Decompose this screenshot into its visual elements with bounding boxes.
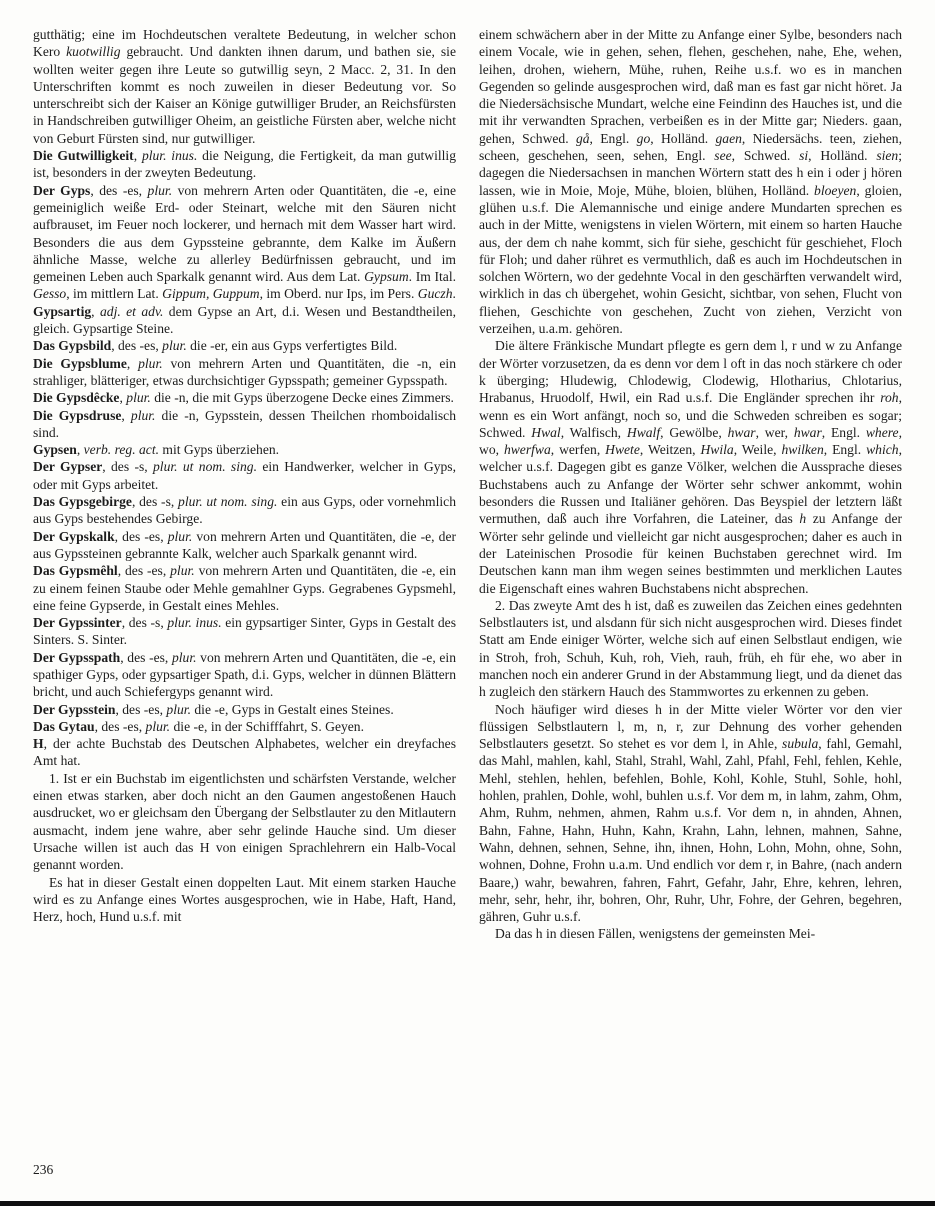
text-run: subula [782,736,819,752]
text-run: , des -es, [114,528,168,544]
text-run: Der Gypser [33,459,103,475]
paragraph [33,528,456,563]
text-run: . [452,286,456,302]
text-run: die -e, in der Schifffahrt, S. Geyen. [170,718,365,734]
text-run: , Engl. [589,130,637,146]
page-number: 236 [33,1162,54,1177]
text-run: Gesso [33,286,67,302]
paragraph [33,770,456,874]
text-run: , des -es, [115,701,167,717]
text-run: bloeyen [814,182,857,198]
text-run: zu Anfange der Wörter sehr gelinde und vielleicht gar nicht ausgesprochen; daher es auch in der Lateinischen Prosodie für keinen Buchstaben gerechnet wird. Im Deutschen kann man ihm wegen seines bestimmten und merklichen Lautes die Eigenschaft eines wahren Buchstabens nicht absprechen. [479,511,902,596]
paragraph [33,355,456,390]
text-run: where [865,424,899,440]
paragraph [479,597,902,701]
text-run: plur. [147,182,173,198]
text-run: ein Handwerker, welcher in Gyps, oder mit Gyps arbeitet. [33,459,456,492]
text-run: h [799,511,807,527]
text-run: go [636,130,651,146]
text-run: , Niedersächs. teen, ziehen, scheen, geschehen, seen, sehen, Engl. [479,130,902,164]
text-run: Hwete [605,442,640,458]
text-run: Die Gypsdêcke [33,390,120,406]
paragraph [33,458,456,493]
text-run: von mehrern Arten und Quantitäten, die -e, ein spathiger Gyps, oder gypsartiger Spath, d.i. Gyps, welcher in dünnen Blättern bricht, und auch Schiefergyps genannt wird. [33,649,456,700]
text-run: roh [880,390,899,406]
text-run: , fahl, Gemahl, das Mahl, mahlen, kahl, Stahl, Strahl, Wahl, Zahl, Pfahl, Fehl, fehlen, Kehle, Mehl, stehlen, hehlen, befehlen, Bohle, Kohl, Kohle, Stuhl, Sohle, hohl, hohlen, prahlen, Dohle, wohl, buhlen u.s.f. Vor dem m, in lahm, zahm, Ohm, Ahm, Ruhm, nehmen, ahmen, Rahm u.s.f. Vor dem n, in ahnden, Ahnen, Bahn, Fahne, Hahn, Huhn, Kahn, Krahn, Lahn, lehnen, mahnen, Sahne, Wahn, dehnen, sehnen, Sehne, ihn, ihnen, Hohn, Lohn, Mohn, ohne, Sohn, wohnen, Dohne, Frohn u.a.m. Und endlich vor dem r, in Bahre, (nach andern Baare,) wahr, bewahren, fahren, Fahrt, Gefahr, Jahr, Ehre, kehren, lehren, mehr, sehr, hehr, ihr, bohren, Ohr, Ruhr, Uhr, Fohre, der Gehren, begehren, gähren, Guhr u.s.f. [479,736,902,925]
paragraph [33,649,456,701]
text-run: , wenn es ein Wort anfängt, noch so, und die Schweden schreiben es sogar; Schwed. [479,390,902,440]
text-run: Es hat in dieser Gestalt einen doppelten Laut. Mit einem starken Hauche wird es zu Anfange eines Wortes ausgesprochen, wie in Habe, Haft, Hand, Herz, hoch, Hund u.s.f. mit [33,874,456,925]
text-run: si [799,148,809,164]
text-run: Noch häufiger wird dieses h in der Mitte vieler Wörter vor den vier flüssigen Selbstlautern l, m, n, r, zur Dehnung des vorher gehenden Selbstlauters gesetzt. So stehet es vor dem l, in Ahle, [479,701,902,752]
text-run: Hwalf [626,424,661,440]
text-run: plur. [170,563,195,579]
text-run: gå [575,130,590,146]
paragraph [33,389,456,406]
text-run: ein gypsartiger Sinter, Gyps in Gestalt des Sinters. S. Sinter. [33,615,457,648]
text-run: , [91,303,100,319]
text-run: , Weile, [733,442,782,458]
text-run: , Holländ. [650,130,716,146]
text-run: plur. ut nom. sing. [178,494,278,510]
text-run: von mehrern Arten und Quantitäten, die -n, ein strahliger, blätteriger, etwas durchsichtiger Gypsspath; gemeiner Gypsspath. [33,355,456,388]
text-run: Gypsartig [33,303,92,319]
text-run: plur. inus. [141,148,198,164]
text-run: ein aus Gyps, oder vornehmlich aus Gyps bestehendes Gebirge. [33,494,456,527]
text-run: which [866,442,899,458]
text-run: , wer, [755,424,794,440]
text-run: , Gewölbe, [660,424,728,440]
text-run: Die Gutwilligkeit [33,148,134,164]
text-run: Der Gypsstein [33,701,116,717]
paragraph [33,735,456,770]
text-run: , [121,407,131,423]
text-run: gebraucht. Und dankten ihnen darum, und bathen sie, sie wollten weiter gegen ihre Leute so gutwillig seyn, 2 Macc. 2, 31. In den Unterschriften kommt es noch zuweilen in dieser Bedeutung vor. So unterschreibt sich der Kaiser an Könige gutwilliger Bruder, an Reichsfürsten in Handschreiben gutwilliger Oheim, an geistliche Fürsten aber, welche nicht von Geburt Fürsten sind, nur gutwilliger. [33,44,456,146]
text-run: sien [876,148,899,164]
text-run: die -e, Gyps in Gestalt eines Steines. [190,701,394,717]
text-run: , des -es, [90,182,148,198]
text-run: , [126,355,139,371]
text-run: die -er, ein aus Gyps verfertigtes Bild. [186,338,398,354]
text-run: Das Gypsmêhl [33,563,118,579]
text-run: Hwal [531,424,561,440]
text-run: von mehrern Arten oder Quantitäten, die -e, eine gemeiniglich weiße Erd- oder Steinart, welche mit den Säuren nicht aufbrauset, im Feuer noch lockerer, und hernach mit dem Wasser hart wird. Besonders die aus dem Gypssteine gebrannte, dem Kalke im Äußern ähnliche Masse, welche zu allerley Bedürfnissen gebraucht, und im gemeinen Leben auch Sparkalk genannt wird. Aus dem Lat. [33,182,456,285]
text-run: von mehrern Arten und Quantitäten, die -e, der aus Gypssteinen gebrannte Kalk, welcher auch Sparkalk genannt wird. [33,528,457,561]
text-run: , des -es, [117,563,171,579]
text-run: plur. [166,701,191,717]
text-columns [33,26,902,943]
paragraph [33,182,456,303]
paragraph [479,26,902,337]
text-run: , wo, [479,424,902,458]
text-run: , des -es, [120,649,172,665]
text-run: , Weitzen, [639,442,701,458]
text-run: gutthätig; eine im Hochdeutschen veraltete Bedeutung, in welcher schon Kero [33,27,456,60]
paragraph [33,407,456,442]
text-run: 1. Ist er ein Buchstab im eigentlichsten und schärfsten Verstande, welcher einen etwas starken, aber doch nicht an den Gaumen angestoßenen Hauch ausdrucket, wo er gleichsam den Übergang der Selbstlauter zu den Mitlautern ausmacht, indem jene wahre, aber sehr gelinde Hauche sind. Um dieser Ursache willen ist auch das H von einigen Sprachlehrern ein Halb-Vocal genannt worden. [33,770,456,873]
paragraph [33,701,456,718]
text-run: , werfen, [550,442,606,458]
paragraph [33,303,456,338]
text-run: , [119,390,127,406]
text-run: Das Gypsbild [33,338,112,354]
text-run: Hwila [700,442,734,458]
text-run: plur. [171,649,197,665]
text-run: von mehrern Arten und Quantitäten, die -e, ein zu einem feinen Staube oder Mehle gemahlner Gyps. Gegrabenes Gypsmehl, eine feine Gypserde, in Gestalt eines Mehles. [33,563,456,613]
text-run: Die ältere Fränkische Mundart pflegte es gern dem l, r und w zu Anfange der Wörter vorzusetzen, da es denn vor dem l oft in das noch stärkere ch oder k überging; Hludewig, Chlodewig, Clodewig, Hlotharius, Chlotarius, Hrabanus, Hruodolf, Hwil, ein Rad u.s.f. Die Engländer sprechen ihr [479,338,902,406]
paragraph [33,147,456,182]
text-run: hwar [727,424,756,440]
text-run: plur. [162,338,187,354]
text-run: , Walfisch, [560,424,627,440]
text-run: die Neigung, die Fertigkeit, da man gutwillig ist, besonders in der zweyten Bedeutung. [33,148,457,181]
left-column [33,26,456,943]
text-run: , im mittlern Lat. [66,286,163,302]
text-run: , Holländ. [808,148,877,164]
paragraph [33,26,456,147]
text-run: plur. inus. [167,615,222,631]
text-run: einem schwächern aber in der Mitte zu Anfange einer Sylbe, besonders nach einem Vocale, wie in gehen, sehen, flehen, geschehen, nahe, Ehe, wehen, leihen, drohen, wiehern, Mühe, ruhen, Reihe u.s.f. wo es in manchen Gegenden so gelinde ausgesprochen wird, daß man es fast gar nicht höret. Ja die Niedersächsische Mundart, welche eine Feindinn des Hauches ist, und die mit ihr verwandten Sprachen, verbeißen es in der Mitte gar; Nieders. gaan, gehen, Schwed. [479,27,902,146]
text-run: , gloien, glühen u.s.f. Die Alemannische und einige andere Mundarten sprechen es auch in der Mitte, wenigstens in vielen Wörtern, mit einem so harten Hauche aus, der dem ch nahe kommt, sich für siehe, geschicht für geschiehet, Floch für Floh; und daher rühret es vermuthlich, daß es auch im Hochdeutschen in solchen Wörtern, wo der gedehnte Vocal in den geschärften verwandelt wird, wirklich in das ch übergehet, wohin Gesicht, sichtbar, von sehen, Flucht von fliehen, Geschichte von geschehen, Zucht von ziehen, Verzicht von verzeihen, u.a.m. gehören. [479,182,902,337]
text-run: , [133,148,142,164]
text-run: plur. [138,355,163,371]
text-run: plur. [130,407,156,423]
text-run: , der achte Buchstab des Deutschen Alphabetes, welcher ein dreyfaches Amt hat. [33,736,456,769]
paragraph [33,562,456,614]
text-run: , Schwed. [731,148,800,164]
text-run: , des -es, [94,718,146,734]
right-column [479,26,902,943]
text-run: kuotwillig [66,44,121,60]
paragraph [479,337,902,596]
bottom-scan-edge [0,1201,935,1206]
paragraph [33,493,456,528]
text-run: Der Gypsspath [33,649,121,665]
text-run: dem Gypse an Art, d.i. Wesen und Bestandtheilen, gleich. Gypsartige Steine. [33,303,456,337]
paragraph [33,718,456,735]
text-run: hwar [793,424,822,440]
paragraph [33,337,456,354]
paragraph [33,874,456,926]
paragraph [33,614,456,649]
text-run: . Im Ital. [408,269,456,285]
text-run: Guczh [417,286,453,302]
paragraph [33,441,456,458]
text-run: ; dagegen die Niedersachsen in manchen Wörtern statt des h ein i oder j hören lassen, wie in Moie, Moje, Mühe, bloien, blühen, Holländ. [479,148,902,198]
text-run: hwilken [781,442,824,458]
text-run: die -n, Gypsstein, dessen Theilchen rhomboidalisch sind. [33,407,456,440]
text-run: adj. et adv. [99,303,164,319]
text-run: Das Gypsgebirge [33,494,132,510]
text-run: Die Gypsblume [33,355,127,371]
text-run: plur. [145,718,171,734]
paragraph [479,701,902,926]
text-run: Die Gypsdruse [33,407,122,423]
text-run: , des -es, [111,338,163,354]
text-run: , des -s, [121,615,168,631]
text-run: , des -s, [102,459,153,475]
paragraph [479,925,902,942]
text-run: Gypsen [33,442,77,458]
text-run: H [33,736,44,752]
text-run: mit Gyps überziehen. [159,442,280,458]
text-run: 2. Das zweyte Amt des h ist, daß es zuweilen das Zeichen eines gedehnten Selbstlauters ist, und alsdann für sich nicht ausgesprochen wird. Dieses findet Statt am Ende einiger Wörter, welche sich auf einen Selbstlaut endigen, wie in Stroh, froh, Schuh, Kuh, roh, Vieh, rauh, früh, eh für ehe, wo aber in manchen noch ein anderer Grund in der Abstammung liegt, und da dienet das h zugleich den stärkern Hauch des Stammwortes zu erkennen zu geben. [479,597,902,700]
text-run: gaen [715,130,742,146]
text-run: , des -s, [131,494,179,510]
text-run: , Engl. [821,424,866,440]
text-run: , Engl. [823,442,867,458]
text-run: , [76,442,84,458]
text-run: plur. [167,528,193,544]
text-run: plur. ut nom. sing. [153,459,257,475]
text-run: see [714,148,732,164]
text-run: Der Gyps [33,182,91,198]
text-run: Da das h in diesen Fällen, wenigstens der gemeinsten Mei- [495,926,816,942]
text-run: die -n, die mit Gyps überzogene Decke eines Zimmers. [150,390,454,406]
text-run: Gippum, Guppum [162,286,260,302]
text-run: hwerfwa [503,442,551,458]
text-run: Der Gypskalk [33,528,115,544]
text-run: plur. [126,390,151,406]
text-run: , im Oberd. nur Ips, im Pers. [259,286,418,302]
text-run: Der Gypssinter [33,615,122,631]
text-run: verb. reg. act. [83,442,159,458]
text-run: Das Gytau [33,718,95,734]
text-run: , welcher u.s.f. Dagegen gibt es ganze Völker, welchen die Aussprache dieses Buchstabens auch zu Anfange der Wörter sehr schwer ankommt, wohin besonders die Russen und Italiäner gehören. Das Beyspiel der letztern läßt vermuthen, daß auch ihre Vorfahren, die Lateiner, das [479,442,902,527]
text-run: Gypsum [364,269,409,285]
